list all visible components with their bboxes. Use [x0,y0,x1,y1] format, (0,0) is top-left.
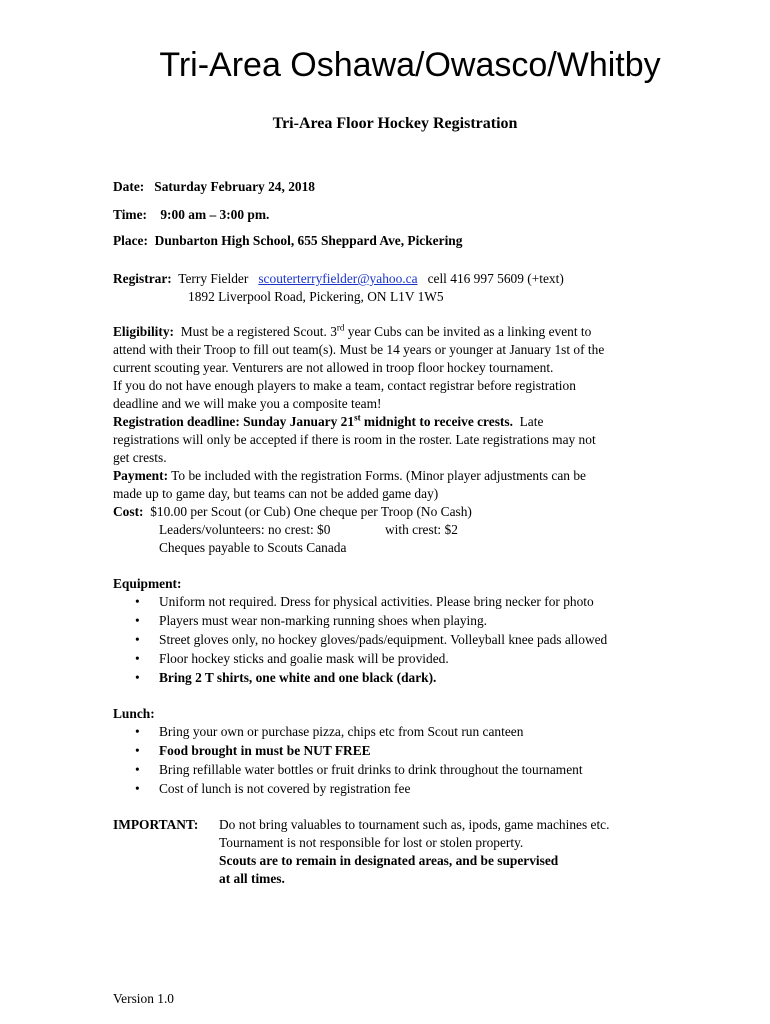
date-value: Saturday February 24, 2018 [154,179,315,194]
registrar-line [113,270,564,288]
place-value: Dunbarton High School, 655 Sheppard Ave, Pickering [154,233,463,248]
bullet-icon: • [135,743,140,758]
equipment-item-text: Floor hockey sticks and goalie mask will be provided. [159,651,449,666]
deadline-rest: Late [512,414,544,429]
time-label: Time: [113,207,147,222]
eligibility-line-1 [113,323,591,341]
list-item [0,612,770,630]
date-label: Date: [113,179,145,194]
registrar-label: Registrar: [113,271,172,286]
registrar-phone: cell 416 997 5609 (+text) [427,271,564,286]
lunch-item-text: Food brought in must be NUT FREE [159,743,371,758]
deadline-bold [113,414,513,429]
deadline-line-1 [113,413,543,431]
payment-label: Payment: [113,468,169,483]
list-item [0,723,770,741]
registrar-name: Terry Fielder [178,271,249,286]
list-item [0,780,770,798]
eligibility-text-cont: year Cubs can be invited as a linking event to [344,324,592,339]
payment-line-2: made up to game day, but teams can not be added game day) [113,486,439,501]
deadline-sup: st [354,412,361,423]
list-item [0,593,770,611]
cost-with-crest: with crest: $2 [385,522,458,537]
equipment-item-text: Street gloves only, no hockey gloves/pads/equipment. Volleyball knee pads allowed [159,632,608,647]
bullet-icon: • [135,670,140,685]
eligibility-line-4: If you do not have enough players to make a team, contact registrar before registration [113,378,576,393]
payment-text: To be included with the registration Forms. (Minor player adjustments can be [168,468,586,483]
important-line-1: Do not bring valuables to tournament such as, ipods, game machines etc. [219,817,610,832]
page-subtitle: Tri-Area Floor Hockey Registration [272,115,518,132]
deadline-line-2: registrations will only be accepted if there is room in the roster. Late registrations may not [113,432,596,447]
deadline-line-3: get crests. [113,450,167,465]
bullet-icon: • [135,781,140,796]
cost-leaders: Leaders/volunteers: no crest: $0 [159,522,331,537]
event-date [113,178,315,196]
deadline-text: Registration deadline: Sunday January 21 [113,414,355,429]
cost-label: Cost: [113,504,144,519]
bullet-icon: • [135,651,140,666]
bullet-icon: • [135,632,140,647]
cost-line-1 [113,503,472,521]
version-label: Version 1.0 [113,991,174,1006]
list-item [0,742,770,760]
list-item [0,669,770,687]
deadline-text-cont: midnight to receive crests. [360,414,513,429]
important-line-2: Tournament is not responsible for lost or stolen property. [219,835,524,850]
payment-line-1 [113,467,586,485]
bullet-icon: • [135,762,140,777]
equipment-item-text: Uniform not required. Dress for physical activities. Please bring necker for photo [159,594,594,609]
list-item [0,761,770,779]
eligibility-line-2: attend with their Troop to fill out team(s). Must be 14 years or younger at January 1st of the [113,342,605,357]
lunch-item-text: Bring refillable water bottles or fruit drinks to drink throughout the tournament [159,762,583,777]
lunch-heading: Lunch: [113,706,155,721]
important-line-3: Scouts are to remain in designated areas, and be supervised [219,853,559,868]
event-time [113,206,269,224]
registrar-address: 1892 Liverpool Road, Pickering, ON L1V 1W5 [188,289,444,304]
cost-text: $10.00 per Scout (or Cub) One cheque per Troop (No Cash) [143,504,472,519]
equipment-item-text: Players must wear non-marking running shoes when playing. [159,613,488,628]
bullet-icon: • [135,724,140,739]
eligibility-line-3: current scouting year. Venturers are not allowed in troop floor hockey tournament. [113,360,554,375]
registrar-email-link[interactable]: scouterterryfielder@yahoo.ca [258,271,418,286]
bullet-icon: • [135,594,140,609]
eligibility-sup: rd [336,322,345,333]
eligibility-text: Must be a registered Scout. 3 [180,324,337,339]
lunch-item-text: Bring your own or purchase pizza, chips etc from Scout run canteen [159,724,524,739]
event-place [113,232,462,250]
equipment-item-text: Bring 2 T shirts, one white and one black (dark). [159,670,437,685]
lunch-item-text: Cost of lunch is not covered by registration fee [159,781,411,796]
time-value: 9:00 am – 3:00 pm. [160,207,270,222]
important-label: IMPORTANT: [113,817,199,832]
equipment-heading: Equipment: [113,576,182,591]
list-item [0,650,770,668]
eligibility-line-5: deadline and we will make you a composite team! [113,396,382,411]
place-label: Place: [113,233,148,248]
cost-cheques: Cheques payable to Scouts Canada [159,540,347,555]
important-line-4: at all times. [219,871,285,886]
page-title: Tri-Area Oshawa/Owasco/Whitby [159,46,661,84]
eligibility-label: Eligibility: [113,324,175,339]
bullet-icon: • [135,613,140,628]
list-item [0,631,770,649]
